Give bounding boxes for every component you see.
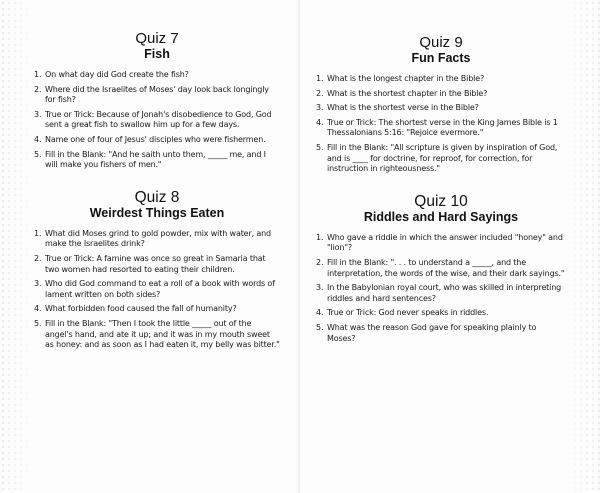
question-text: True or Trick: Because of Jonah's disobedience to God, God sent a great fish to swallow him up for a few days. xyxy=(45,109,272,130)
question-item xyxy=(34,319,280,351)
question-text: Who did God command to eat a roll of a book with words of lament written on both sides? xyxy=(45,279,275,299)
question-number: 2. xyxy=(34,253,42,263)
dot-pattern-right xyxy=(566,0,600,493)
dot-pattern-left xyxy=(0,0,34,493)
question-text: Name one of four of Jesus' disciples who were fishermen. xyxy=(45,134,266,144)
question-list xyxy=(34,70,280,171)
quiz-number: Quiz 9 xyxy=(419,34,463,51)
question-number: 4. xyxy=(34,134,42,144)
quiz-title: Riddles and Hard Sayings xyxy=(363,209,519,224)
quiz-title: Fish xyxy=(144,47,170,61)
quiz-number: Quiz 7 xyxy=(135,30,179,47)
question-item xyxy=(316,258,566,279)
question-item xyxy=(316,103,566,114)
question-text: Fill in the Blank: "And he saith unto them, _____ me, and I will make you fishers of men." xyxy=(45,149,266,170)
question-text: On what day did God create the fish? xyxy=(45,70,189,79)
question-number: 2. xyxy=(316,257,324,267)
question-text: True or Trick: The shortest verse in the King James Bible is 1 Thessalonians 5:16: "Rejoice evermore." xyxy=(327,117,558,138)
right-page xyxy=(300,0,600,493)
question-number: 2. xyxy=(316,88,324,98)
question-item xyxy=(34,254,280,275)
quiz-8 xyxy=(34,189,280,351)
question-item xyxy=(34,229,280,250)
question-number: 1. xyxy=(34,70,42,79)
question-item xyxy=(34,70,280,81)
question-number: 1. xyxy=(316,74,324,83)
question-number: 5. xyxy=(316,142,324,152)
question-number: 3. xyxy=(316,103,324,113)
question-item xyxy=(316,74,566,85)
question-number: 3. xyxy=(316,283,324,293)
quiz-title: Weirdest Things Eaten xyxy=(89,205,225,220)
question-number: 5. xyxy=(34,318,42,328)
question-text: Fill in the Blank: "Then I took the little _____ out of the angel's hand, and ate it up; and it was in my mouth sweet as honey: and as soon as I had eaten it, my belly was bitter." xyxy=(45,318,280,350)
question-list xyxy=(316,74,566,175)
question-text: Where did the Israelites of Moses' day look back longingly for fish? xyxy=(45,84,269,105)
question-text: Who gave a riddle in which the answer included "honey" and "lion"? xyxy=(327,232,563,253)
question-number: 4. xyxy=(316,117,324,127)
question-item xyxy=(34,279,280,300)
question-text: What is the shortest verse in the Bible? xyxy=(327,103,479,113)
quiz-10 xyxy=(316,193,566,344)
question-item xyxy=(34,110,280,131)
question-text: What is the shortest chapter in the Bible? xyxy=(327,88,488,98)
question-text: What did Moses grind to gold powder, mix with water, and make the Israelites drink? xyxy=(45,228,271,249)
question-number: 1. xyxy=(316,232,324,242)
question-item xyxy=(316,323,566,344)
question-item xyxy=(316,89,566,100)
question-text: In the Babylonian royal court, who was skilled in interpreting riddles and hard sentences? xyxy=(327,283,562,303)
question-text: True or Trick: A famine was once so great in Samaria that two women had resorted to eating their children. xyxy=(45,253,266,274)
question-item xyxy=(316,283,566,304)
question-number: 5. xyxy=(34,149,42,159)
question-item xyxy=(34,304,280,315)
question-item xyxy=(34,150,280,171)
question-text: What forbidden food caused the fall of humanity? xyxy=(45,304,237,314)
question-item xyxy=(316,118,566,139)
question-text: Fill in the Blank: "All scripture is given by inspiration of God, and is ____ for doctrine, for reproof, for correction, for instruction in righteousness." xyxy=(327,142,558,174)
question-item xyxy=(316,143,566,175)
question-number: 1. xyxy=(34,228,42,238)
question-number: 4. xyxy=(34,304,42,314)
quiz-title: Fun Facts xyxy=(411,51,471,65)
quiz-9 xyxy=(316,34,566,175)
question-number: 4. xyxy=(316,308,324,318)
question-list xyxy=(34,229,280,351)
question-text: What was the reason God gave for speaking plainly to Moses? xyxy=(327,322,537,343)
question-item xyxy=(316,233,566,254)
question-number: 3. xyxy=(34,279,42,289)
question-text: What is the longest chapter in the Bible? xyxy=(327,74,485,83)
question-item xyxy=(34,135,280,146)
question-item xyxy=(316,308,566,319)
quiz-number: Quiz 8 xyxy=(134,188,180,206)
question-item xyxy=(34,85,280,106)
question-number: 5. xyxy=(316,322,324,332)
quiz-number: Quiz 10 xyxy=(414,192,468,210)
question-number: 2. xyxy=(34,84,42,94)
question-number: 3. xyxy=(34,109,42,119)
question-text: True or Trick: God never speaks in riddles. xyxy=(327,308,489,318)
question-text: Fill in the Blank: ". . . to understand a _____, and the interpretation, the words of the wise, and their dark sayings." xyxy=(327,257,565,278)
question-list xyxy=(316,233,566,344)
quiz-7 xyxy=(34,30,280,171)
